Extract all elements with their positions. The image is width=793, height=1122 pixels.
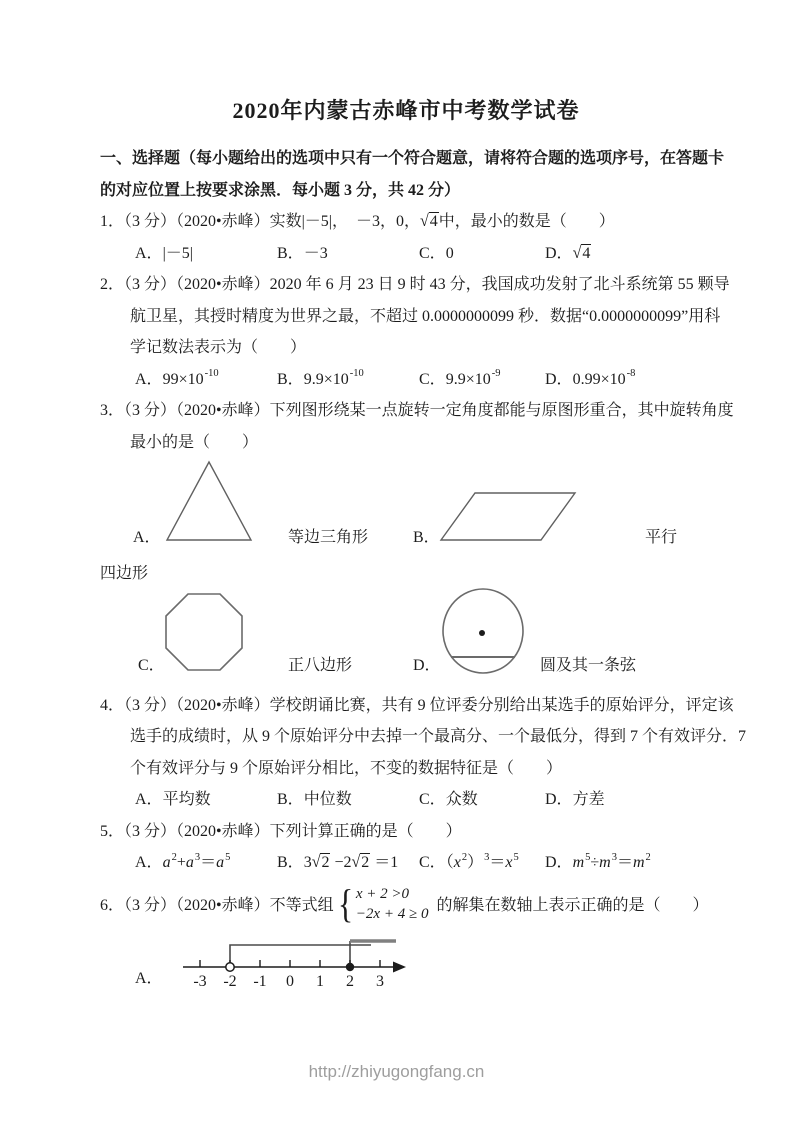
q2-option-d-value: $0.99\times 10^{-8}$ [572, 368, 636, 388]
q4-option-d-label: D． [545, 791, 573, 808]
q3-figure-b-caption-wrap: 四边形 [100, 565, 149, 582]
page-content [100, 96, 747, 991]
q2-option-a [135, 364, 277, 396]
q1-option-a-value: |－5| [162, 244, 193, 262]
parallelogram-figure [438, 491, 578, 543]
q3-stem-line2: 最小的是（ ） [130, 433, 259, 451]
q2-option-a-label: A． [135, 370, 163, 388]
regular-octagon-figure [162, 590, 246, 674]
q1-option-c-label: C． [419, 244, 446, 262]
q2-option-c-label: C． [419, 370, 446, 388]
q5-options [100, 847, 712, 879]
tick-label: 1 [315, 972, 324, 990]
system-brace: { [337, 881, 353, 926]
inequality-line1: x + 2 >0 [355, 885, 409, 902]
q1-option-c [419, 238, 545, 270]
q3-figures-row1 [100, 458, 712, 558]
closed-endpoint [345, 962, 353, 970]
q5-option-a [135, 847, 277, 879]
page-title: 2020年内蒙古赤峰市中考数学试卷 [232, 98, 580, 123]
q4-option-c-label: C． [419, 791, 446, 808]
circle-center-dot [479, 630, 485, 636]
q2-stem-line1: 2．（3 分）（2020•赤峰）2020 年 6 月 23 日 9 时 43 分，我国成功发射了北斗系统第 55 颗导 [100, 276, 730, 293]
q4-option-a-value: 平均数 [162, 791, 211, 808]
section-heading-line2: 的对应位置上按要求涂黑．每小题 3 分，共 42 分） [100, 181, 461, 199]
footer-url: http://zhiyugongfang.cn [308, 1062, 485, 1081]
q2-options [100, 364, 712, 396]
tick-label: 3 [375, 972, 384, 990]
tick-label: 0 [285, 972, 294, 990]
q4-option-a-label: A． [135, 791, 163, 808]
section-heading-line1: 一、选择题（每小题给出的选项中只有一个符合题意，请将符合题的选项序号，在答题卡 [100, 150, 725, 167]
q1-options [100, 238, 712, 270]
q5-option-b-value: 3√2 −2√2 ＝1 [303, 853, 399, 872]
q1-option-b-value: －3 [303, 244, 328, 262]
q6-stem-prefix: 6．（3 分）（2020•赤峰）不等式组 [100, 897, 334, 914]
q5-option-c-label: C． [419, 854, 446, 871]
open-endpoint [225, 962, 233, 970]
q3-figure-d-label: D． [413, 656, 441, 674]
q4-option-c-value: 众数 [445, 791, 478, 808]
inequality-system [356, 884, 429, 924]
number-line-figure [175, 933, 410, 991]
q3-figure-d-caption: 圆及其一条弦 [540, 656, 637, 674]
inequality-line2: −2x + 4 ≥ 0 [355, 905, 429, 922]
q3-figure-c-label: C． [138, 656, 165, 674]
tick-label: -2 [222, 972, 237, 990]
q6-option-a-numberline [100, 929, 712, 991]
tick-label: 2 [345, 972, 354, 990]
q5-option-b [277, 847, 419, 879]
q2-option-c [419, 364, 545, 396]
q1-option-b [277, 238, 419, 270]
tick-label: -1 [252, 972, 267, 990]
q2-option-d-label: D． [545, 370, 573, 388]
q1-option-d-label: D． [545, 244, 573, 262]
q6-stem-suffix: 的解集在数轴上表示正确的是（ ） [436, 897, 709, 914]
q2-option-b-label: B． [277, 370, 304, 388]
q2-stem-line2: 航卫星，其授时精度为世界之最，不超过 0.0000000099 秒．数据“0.0000000099”用科 [130, 307, 721, 325]
q5-option-d-label: D． [545, 854, 573, 871]
q3-stem-line1: 3．（3 分）（2020•赤峰）下列图形绕某一点旋转一定角度都能与原图形重合，其中旋转角度 [100, 402, 734, 419]
q5-option-c-value: $(x^2)^3=x^5$ [445, 851, 519, 871]
q4-option-d [545, 784, 712, 816]
q1-option-d [545, 238, 712, 270]
q5-option-b-label: B． [277, 854, 304, 871]
q1-option-c-value: 0 [445, 244, 454, 262]
q6-stem [100, 879, 712, 929]
tick-label: -3 [192, 972, 207, 990]
q2-option-c-value: $9.9\times 10^{-9}$ [445, 368, 501, 388]
q6-option-a-label: A． [135, 969, 163, 987]
q3-figure-b-label: B． [413, 529, 440, 546]
q3-figures-row2 [100, 590, 712, 690]
q4-option-b-value: 中位数 [303, 791, 352, 808]
q4-option-a [135, 784, 277, 816]
q2-stem-line3: 学记数法表示为（ ） [130, 339, 307, 356]
q1-option-a [135, 238, 277, 270]
equilateral-triangle-figure [164, 458, 254, 544]
q2-option-d [545, 364, 712, 396]
q4-stem-line3: 个有效评分与 9 个原始评分相比，不变的数据特征是（ ） [130, 759, 563, 777]
q4-option-c [419, 784, 545, 816]
q3-figure-a-label: A． [133, 529, 161, 546]
q1-option-b-label: B． [277, 244, 304, 262]
q2-option-b-value: $9.9\times 10^{-10}$ [303, 368, 364, 388]
q3-figure-a-caption: 等边三角形 [288, 529, 369, 546]
q5-option-d-value: $m^5\div m^3=m^2$ [572, 851, 651, 871]
q5-option-d [545, 847, 712, 879]
q1-stem: 1．（3 分）（2020•赤峰）实数|－5|， －3，0，√4中，最小的数是（ ） [100, 212, 615, 231]
q1-option-d-value: √4 [572, 244, 591, 262]
q5-stem: 5．（3 分）（2020•赤峰）下列计算正确的是（ ） [100, 822, 462, 840]
circle-with-chord-figure [440, 587, 526, 677]
q4-option-b [277, 784, 419, 816]
q3-figure-c-caption: 正八边形 [288, 656, 353, 674]
q5-option-a-value: $a^2+a^3=a^5$ [162, 851, 231, 871]
q5-option-a-label: A． [135, 854, 163, 871]
q4-option-d-value: 方差 [572, 791, 605, 808]
q2-option-a-value: $99\times 10^{-10}$ [162, 368, 219, 388]
q5-option-c [419, 847, 545, 879]
q4-options [100, 784, 712, 816]
q3-figure-b-caption: 平行 [645, 529, 678, 546]
axis-arrow [393, 961, 406, 972]
q4-stem-line1: 4．（3 分）（2020•赤峰）学校朗诵比赛，共有 9 位评委分别给出某选手的原始评分，评定该 [100, 696, 734, 714]
q4-option-b-label: B． [277, 791, 304, 808]
q1-option-a-label: A． [135, 244, 163, 262]
q4-stem-line2: 选手的成绩时，从 9 个原始评分中去掉一个最高分、一个最低分，得到 7 个有效评分．7 [130, 728, 747, 745]
q2-option-b [277, 364, 419, 396]
